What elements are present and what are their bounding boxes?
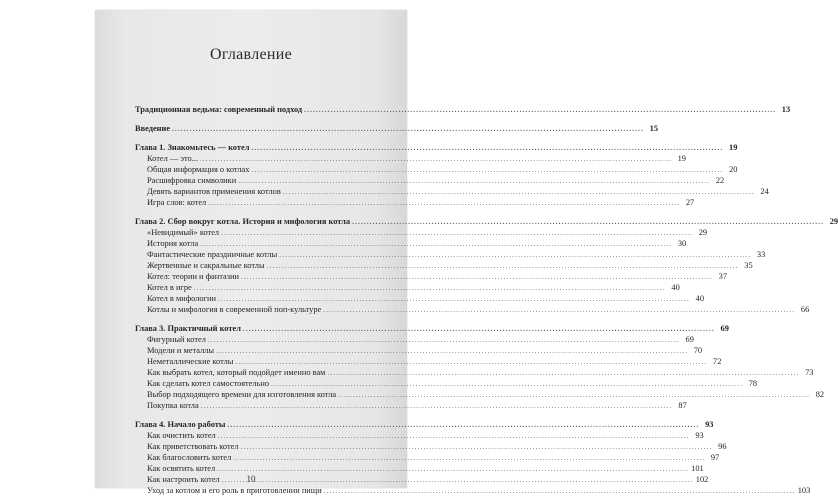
toc-section-entry [135,389,825,400]
toc-entry-page: 20 [729,165,738,174]
toc-entry-page: 73 [805,368,814,377]
toc-entry-title: Котлы и мифология в современной поп-культуре [147,305,322,314]
toc-section-entry [135,249,766,260]
toc-section-entry [135,378,758,389]
toc-entry-page: 97 [710,453,720,462]
toc-entry-title: Модели и металлы [147,346,215,355]
toc-entry-page: 27 [685,198,695,207]
toc-entry-title: Выбор подходящего времени для изготовления котла [147,390,337,399]
toc-entry-title: Покупка котла [147,401,199,410]
toc-entry-title: Общая информация о котлах [147,165,250,174]
toc-entry-title: Как приветствовать котел [147,442,239,451]
toc-entry-page: 30 [677,239,687,248]
dot-leader [208,198,680,209]
dot-leader [216,346,688,357]
toc-entry-page: 29 [698,228,708,237]
page-title: Оглавление [209,46,293,63]
dot-leader [208,335,680,346]
toc-entry-title: Глава 1. Знакомьтесь — котел [135,143,250,152]
toc-entry-title: Котел — это... [147,154,198,163]
toc-entry-title: Как освятить котел [147,464,216,473]
toc-chapter-entry [135,142,738,153]
toc-entry-title: Жертвенные и сакральные котлы [147,261,265,270]
dot-leader [323,305,795,316]
dot-leader [338,390,810,401]
dot-leader [221,228,693,239]
toc-section-entry [135,164,738,175]
toc-entry-page: 37 [718,272,727,281]
toc-section-entry [135,175,725,186]
toc-entry-title: Как выбрать котел, который подойдет именно вам [147,368,326,377]
toc-section-entry [135,400,687,411]
dot-leader [233,453,705,464]
toc-section-entry [135,485,811,496]
dot-leader [304,105,776,116]
toc-section-entry [135,271,727,282]
toc-entry-title: Фантастические праздничные котлы [147,250,278,259]
dot-leader [200,154,672,165]
toc-entry-title: Котел: теории и фантазии [147,272,239,281]
toc-entry-page: 24 [760,187,769,196]
toc-section-entry [135,197,695,208]
dot-leader [352,217,824,228]
toc-section-entry [135,356,722,367]
dot-leader [267,261,739,272]
toc-section-entry [135,260,753,271]
toc-entry-title: Фигурный котел [147,335,206,344]
toc-section-entry [135,345,703,356]
toc-entry-title: Глава 4. Начало работы [135,420,226,429]
dot-leader [241,272,713,283]
toc-entry-page: 40 [695,294,704,303]
dot-leader [218,431,690,442]
dot-leader [201,401,673,412]
dot-leader [238,176,710,187]
page-number: 10 [246,474,256,484]
toc-section-entry [135,452,720,463]
toc-entry-title: Котел в игре [147,283,192,292]
toc-entry-title: Введение [135,124,171,133]
toc-chapter-entry [135,419,714,430]
toc-section-entry [135,430,704,441]
book-page [95,10,838,495]
toc-entry-title: Глава 2. Сбор вокруг котла. История и мифология котла [135,217,351,226]
toc-entry-page: 40 [671,283,680,292]
toc-section-entry [135,238,687,249]
toc-entry-page: 102 [695,475,709,484]
toc-section-entry [135,441,727,452]
toc-section-entry [135,186,769,197]
dot-leader [194,283,666,294]
toc-section-entry [135,334,694,345]
dot-leader [172,124,644,135]
toc-entry-page: 93 [695,431,704,440]
toc-entry-title: Игра слов: котел [147,198,207,207]
toc-entry-title: Как сделать котел самостоятельно [147,379,270,388]
toc-entry-page: 101 [691,464,704,473]
toc-entry-page: 69 [720,324,729,333]
toc-section-entry [135,367,814,378]
toc-entry-page: 35 [744,261,753,270]
toc-entry-page: 19 [729,143,738,152]
toc-entry-page: 29 [829,217,838,226]
toc-section-entry [135,304,810,315]
dot-leader [279,250,751,261]
toc-entry-page: 66 [800,305,810,314]
toc-entry-page: 82 [815,390,825,399]
toc-section-entry [135,463,704,474]
toc-entry-page: 33 [756,250,766,259]
dot-leader [324,486,796,497]
toc-entry-title: Уход за котлом и его роль в приготовлении пищи [147,486,322,495]
toc-entry-page: 13 [781,105,791,114]
toc-entry-page: 70 [693,346,703,355]
toc-entry-page: 87 [678,401,687,410]
toc-entry-title: История котла [147,239,199,248]
dot-leader [227,420,699,431]
toc-chapter-entry [135,123,659,134]
dot-leader [271,379,743,390]
toc-entry-title: Как очистить котел [147,431,216,440]
toc-entry-title: «Невидимый» котел [147,228,220,237]
dot-leader [251,165,723,176]
toc-entry-page: 72 [713,357,722,366]
toc-section-entry [135,282,680,293]
toc-section-entry [135,153,686,164]
toc-chapter-entry [135,216,838,227]
toc-entry-title: Расшифровка символики [147,176,237,185]
toc-entry-title: Неметаллические котлы [147,357,234,366]
toc-entry-title: Девять вариантов применения котлов [147,187,281,196]
dot-leader [251,143,723,154]
toc-entry-title: Как благословить котел [147,453,232,462]
toc-entry-page: 78 [748,379,758,388]
toc-entry-title: Традиционная ведьма: современный подход [135,105,303,114]
toc-entry-title: Как настроить котел [147,475,220,484]
toc-entry-page: 15 [649,124,659,133]
toc-entry-page: 103 [797,486,811,495]
toc-entry-page: 96 [718,442,727,451]
toc-entry-page: 19 [677,154,686,163]
toc-section-entry [135,227,708,238]
toc-entry-title: Котел в мифологии [147,294,216,303]
toc-chapter-entry [135,323,729,334]
toc-chapter-entry [135,104,791,115]
toc-entry-page: 93 [705,420,714,429]
toc-entry-title: Глава 3. Практичный котел [135,324,241,333]
table-of-contents [135,104,838,496]
toc-entry-page: 22 [715,176,725,185]
dot-leader [243,324,715,335]
dot-leader [327,368,799,379]
toc-entry-page: 69 [685,335,694,344]
toc-section-entry [135,293,704,304]
dot-leader [241,442,713,453]
